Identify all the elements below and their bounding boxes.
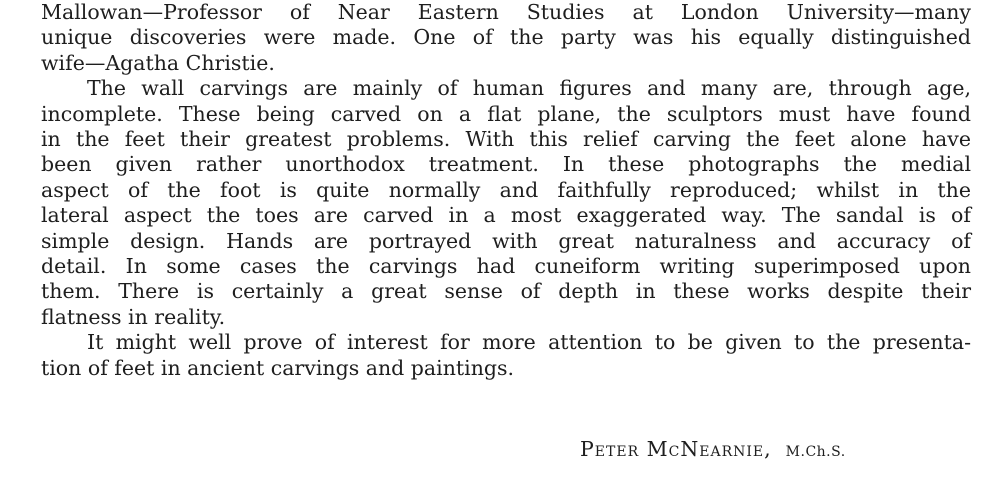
author-name: Peter McNearnie, (580, 437, 772, 461)
author-signature (580, 437, 846, 465)
paragraph-3 (41, 330, 971, 381)
author-degree: M.Ch.S. (785, 444, 846, 460)
text-line: unique discoveries were made. One of the party was his equally distinguished (41, 25, 971, 50)
text-line: simple design. Hands are portrayed with great naturalness and accuracy of (41, 228, 971, 253)
text-line: them. There is certainly a great sense of depth in these works despite their (41, 279, 971, 304)
text-line: wife—Agatha Christie. (41, 50, 275, 75)
paragraph-2 (41, 76, 971, 330)
text-line: The wall carvings are mainly of human figures and many are, through age, (87, 76, 971, 101)
text-line: aspect of the foot is quite normally and faithfully reproduced; whilst in the (41, 177, 971, 202)
text-line: It might well prove of interest for more attention to be given to the presenta- (87, 330, 971, 355)
text-line: been given rather unorthodox treatment. In these photographs the medial (41, 152, 971, 177)
text-line: detail. In some cases the carvings had cuneiform writing superimposed upon (41, 254, 971, 279)
text-line: lateral aspect the toes are carved in a most exaggerated way. The sandal is of (41, 203, 971, 228)
text-line: in the feet their greatest problems. With this relief carving the feet alone have (41, 127, 971, 152)
paragraph-1 (41, 0, 971, 76)
text-line: flatness in reality. (41, 304, 226, 329)
text-line: incomplete. These being carved on a flat plane, the sculptors must have found (41, 101, 971, 126)
text-line: Mallowan—Professor of Near Eastern Studies at London University—many (41, 0, 971, 24)
article-body (41, 0, 971, 381)
text-line: tion of feet in ancient carvings and paintings. (41, 355, 515, 380)
